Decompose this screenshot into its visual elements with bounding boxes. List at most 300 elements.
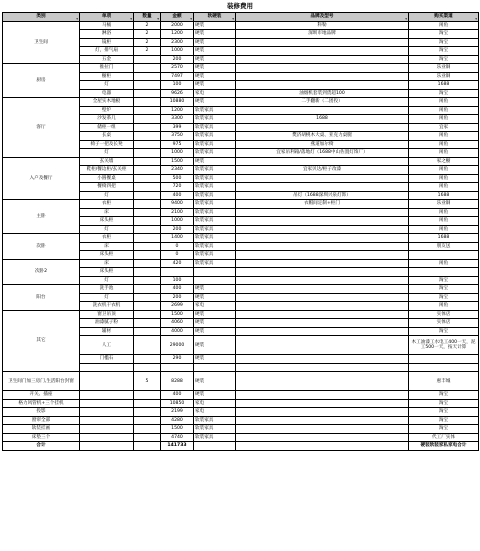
channel-cell[interactable]: 实体店 (409, 319, 479, 328)
quantity-cell[interactable]: 5 (134, 372, 161, 391)
item-cell[interactable]: 玄关墙 (80, 157, 134, 166)
amount-cell[interactable]: 1000 (161, 47, 194, 56)
item-cell[interactable]: 壁炉 (80, 106, 134, 115)
brand-cell[interactable] (236, 399, 409, 408)
quantity-cell[interactable] (134, 81, 161, 90)
type-cell[interactable]: 硬装 (194, 310, 236, 319)
category-cell[interactable]: 格力风管机+三个挂机 (3, 399, 80, 408)
item-cell[interactable]: 灯 (80, 149, 134, 158)
amount-cell[interactable]: 420 (161, 259, 194, 268)
item-cell[interactable]: 椅子一把及长凳 (80, 140, 134, 149)
amount-cell[interactable]: 4740 (161, 433, 194, 442)
type-cell[interactable]: 硬装 (194, 319, 236, 328)
channel-cell[interactable]: 淘宝 (409, 399, 479, 408)
item-cell[interactable]: 衣柜 (80, 234, 134, 243)
channel-cell[interactable] (409, 268, 479, 277)
type-cell[interactable]: 硬装 (194, 336, 236, 355)
brand-cell[interactable] (236, 319, 409, 328)
channel-cell[interactable]: 乐业铜 (409, 64, 479, 73)
type-cell[interactable]: 硬装 (194, 327, 236, 336)
quantity-cell[interactable]: 2 (134, 30, 161, 39)
brand-cell[interactable] (236, 106, 409, 115)
brand-cell[interactable] (236, 425, 409, 434)
quantity-cell[interactable] (134, 98, 161, 107)
amount-cell[interactable]: 3300 (161, 115, 194, 124)
item-cell[interactable]: 马桶 (80, 21, 134, 30)
brand-cell[interactable] (236, 242, 409, 251)
channel-cell[interactable]: 实体店 (409, 310, 479, 319)
quantity-cell[interactable] (134, 106, 161, 115)
category-cell[interactable]: 主卧 (3, 200, 80, 234)
quantity-cell[interactable] (134, 225, 161, 234)
channel-cell[interactable]: 淘宝 (409, 55, 479, 64)
type-cell[interactable]: 硬装 (194, 55, 236, 64)
channel-cell[interactable]: 硬装软装家私家电合计 (409, 442, 479, 451)
type-cell[interactable]: 硬装 (194, 64, 236, 73)
type-cell[interactable]: 软装家具 (194, 140, 236, 149)
brand-cell[interactable] (236, 302, 409, 311)
quantity-cell[interactable] (134, 293, 161, 302)
type-cell[interactable]: 软装家具 (194, 183, 236, 192)
amount-cell[interactable]: 4060 (161, 319, 194, 328)
category-cell[interactable]: 卫生间 (3, 21, 80, 64)
type-cell[interactable]: 软装家具 (194, 425, 236, 434)
item-cell[interactable]: 床 (80, 242, 134, 251)
channel-cell[interactable]: 淘宝 (409, 293, 479, 302)
brand-cell[interactable] (236, 217, 409, 226)
brand-cell[interactable] (236, 55, 409, 64)
item-cell[interactable]: 推拉门 (80, 64, 134, 73)
brand-cell[interactable] (236, 416, 409, 425)
item-cell[interactable]: 床头柜 (80, 217, 134, 226)
quantity-cell[interactable] (134, 132, 161, 141)
brand-cell[interactable] (236, 327, 409, 336)
quantity-cell[interactable] (134, 64, 161, 73)
item-cell[interactable] (80, 391, 134, 400)
dropdown-arrow-icon[interactable]: ▾ (475, 16, 477, 21)
quantity-cell[interactable] (134, 234, 161, 243)
header-quantity[interactable] (134, 13, 161, 22)
quantity-cell[interactable] (134, 140, 161, 149)
amount-cell[interactable]: 1500 (161, 425, 194, 434)
quantity-cell[interactable] (134, 89, 161, 98)
type-cell[interactable]: 家电 (194, 89, 236, 98)
brand-cell[interactable] (236, 408, 409, 417)
type-cell[interactable]: 软装家具 (194, 433, 236, 442)
quantity-cell[interactable] (134, 115, 161, 124)
amount-cell[interactable]: 975 (161, 140, 194, 149)
item-cell[interactable]: 床头柜 (80, 251, 134, 260)
channel-cell[interactable]: 淘宝 (409, 425, 479, 434)
item-cell[interactable]: 长桌 (80, 132, 134, 141)
item-cell[interactable]: 灯 (80, 81, 134, 90)
quantity-cell[interactable] (134, 217, 161, 226)
header-item[interactable] (80, 13, 134, 22)
channel-cell[interactable]: 淘宝 (409, 47, 479, 56)
brand-cell[interactable] (236, 363, 409, 372)
type-cell[interactable]: 软装家具 (194, 208, 236, 217)
item-cell[interactable]: 床 (80, 259, 134, 268)
brand-cell[interactable] (236, 285, 409, 294)
channel-cell[interactable]: 淘宝 (409, 327, 479, 336)
brand-cell[interactable] (236, 123, 409, 132)
brand-cell[interactable]: 燕道加尔椅 (236, 140, 409, 149)
item-cell[interactable]: 储柜一组 (80, 123, 134, 132)
brand-cell[interactable]: 二手翻新（二团投） (236, 98, 409, 107)
category-cell[interactable]: 入户及餐厅 (3, 157, 80, 200)
brand-cell[interactable] (236, 251, 409, 260)
item-cell[interactable] (80, 408, 134, 417)
amount-cell[interactable]: 200 (161, 293, 194, 302)
channel-cell[interactable]: 淘宝 (409, 30, 479, 39)
channel-cell[interactable]: 闲鱼 (409, 174, 479, 183)
type-cell[interactable]: 软装家具 (194, 149, 236, 158)
brand-cell[interactable] (236, 64, 409, 73)
type-cell[interactable]: 硬装 (194, 47, 236, 56)
item-cell[interactable]: 床头柜 (80, 268, 134, 277)
channel-cell[interactable] (409, 363, 479, 372)
type-cell[interactable]: 硬装 (194, 293, 236, 302)
item-cell[interactable]: 床 (80, 208, 134, 217)
amount-cell[interactable]: 2699 (161, 302, 194, 311)
amount-cell[interactable]: 290 (161, 355, 194, 364)
brand-cell[interactable]: 油烟机套装到货超100 (236, 89, 409, 98)
amount-cell[interactable]: 1000 (161, 217, 194, 226)
quantity-cell[interactable] (134, 55, 161, 64)
dropdown-arrow-icon[interactable]: ▾ (405, 16, 407, 21)
brand-cell[interactable] (236, 183, 409, 192)
item-cell[interactable]: 鞋柜/餐边柜/玄关柜 (80, 166, 134, 175)
amount-cell[interactable]: 2199 (161, 408, 194, 417)
type-cell[interactable]: 软装家具 (194, 132, 236, 141)
item-cell[interactable]: 辅材 (80, 327, 134, 336)
amount-cell[interactable]: 500 (161, 174, 194, 183)
dropdown-arrow-icon[interactable]: ▾ (157, 16, 159, 21)
quantity-cell[interactable] (134, 174, 161, 183)
category-cell[interactable]: 窗帘全部 (3, 416, 80, 425)
item-cell[interactable]: 五金 (80, 55, 134, 64)
amount-cell[interactable]: 2570 (161, 64, 194, 73)
quantity-cell[interactable] (134, 425, 161, 434)
amount-cell[interactable]: 1200 (161, 30, 194, 39)
type-cell[interactable]: 软装家具 (194, 259, 236, 268)
type-cell[interactable]: 软装家具 (194, 166, 236, 175)
type-cell[interactable]: 家电 (194, 302, 236, 311)
amount-cell[interactable]: 9626 (161, 89, 194, 98)
dropdown-arrow-icon[interactable]: ▾ (130, 16, 132, 21)
item-cell[interactable]: 窗卫吊顶 (80, 310, 134, 319)
category-cell[interactable]: 其它 (3, 310, 80, 372)
channel-cell[interactable]: 闲鱼 (409, 132, 479, 141)
channel-cell[interactable]: 闲鱼 (409, 149, 479, 158)
amount-cell[interactable]: 29000 (161, 336, 194, 355)
item-cell[interactable]: 洗手池 (80, 285, 134, 294)
quantity-cell[interactable] (134, 442, 161, 451)
brand-cell[interactable]: 宜家贝达/柜子改漆 (236, 166, 409, 175)
quantity-cell[interactable] (134, 355, 161, 364)
channel-cell[interactable]: 朋友送 (409, 242, 479, 251)
channel-cell[interactable]: 淘宝 (409, 276, 479, 285)
amount-cell[interactable]: 3750 (161, 132, 194, 141)
item-cell[interactable] (80, 425, 134, 434)
category-cell[interactable]: 卫生间门加三房门,生活阳台封窗 (3, 372, 80, 391)
amount-cell[interactable] (161, 268, 194, 277)
channel-cell[interactable]: 闲鱼 (409, 208, 479, 217)
item-cell[interactable] (80, 433, 134, 442)
channel-cell[interactable]: 闲鱼 (409, 140, 479, 149)
brand-cell[interactable] (236, 336, 409, 355)
channel-cell[interactable]: 木工油漆工水电工400一天，泥工500一天，按天计算 (409, 336, 479, 355)
dropdown-arrow-icon[interactable]: ▾ (190, 16, 192, 21)
header-category[interactable] (3, 13, 80, 22)
amount-cell[interactable]: 4280 (161, 416, 194, 425)
type-cell[interactable]: 软装家具 (194, 251, 236, 260)
quantity-cell[interactable] (134, 268, 161, 277)
channel-cell[interactable]: 闲鱼 (409, 166, 479, 175)
item-cell[interactable]: 镜柜 (80, 38, 134, 47)
category-cell[interactable]: 次卧2 (3, 259, 80, 285)
channel-cell[interactable]: 闲鱼 (409, 225, 479, 234)
quantity-cell[interactable] (134, 72, 161, 81)
channel-cell[interactable]: 闲鱼 (409, 217, 479, 226)
quantity-cell[interactable] (134, 149, 161, 158)
item-cell[interactable]: 小圆餐桌 (80, 174, 134, 183)
type-cell[interactable]: 软装家具 (194, 174, 236, 183)
channel-cell[interactable]: 家之橱 (409, 157, 479, 166)
brand-cell[interactable]: 科勒 (236, 21, 409, 30)
brand-cell[interactable] (236, 157, 409, 166)
quantity-cell[interactable] (134, 319, 161, 328)
quantity-cell[interactable] (134, 166, 161, 175)
brand-cell[interactable] (236, 372, 409, 391)
type-cell[interactable]: 软装家具 (194, 106, 236, 115)
item-cell[interactable]: 电器 (80, 89, 134, 98)
brand-cell[interactable] (236, 276, 409, 285)
brand-cell[interactable] (236, 225, 409, 234)
item-cell[interactable] (80, 442, 134, 451)
brand-cell[interactable] (236, 81, 409, 90)
type-cell[interactable]: 硬装 (194, 81, 236, 90)
type-cell[interactable]: 硬装 (194, 30, 236, 39)
amount-cell[interactable]: 1500 (161, 157, 194, 166)
dropdown-arrow-icon[interactable]: ▾ (76, 16, 78, 21)
quantity-cell[interactable] (134, 327, 161, 336)
amount-cell[interactable]: 1200 (161, 106, 194, 115)
item-cell[interactable] (80, 363, 134, 372)
amount-cell[interactable]: 1500 (161, 310, 194, 319)
amount-cell[interactable]: 4000 (161, 327, 194, 336)
header-brand[interactable] (236, 13, 409, 22)
brand-cell[interactable] (236, 391, 409, 400)
brand-cell[interactable] (236, 47, 409, 56)
type-cell[interactable]: 软装家具 (194, 123, 236, 132)
amount-cell[interactable]: 1000 (161, 149, 194, 158)
channel-cell[interactable]: 闲鱼 (409, 106, 479, 115)
brand-cell[interactable] (236, 208, 409, 217)
channel-cell[interactable]: 闲鱼 (409, 98, 479, 107)
category-cell[interactable]: 开关、插座 (3, 391, 80, 400)
brand-cell[interactable] (236, 293, 409, 302)
type-cell[interactable] (194, 268, 236, 277)
type-cell[interactable]: 软装家具 (194, 234, 236, 243)
channel-cell[interactable] (409, 251, 479, 260)
brand-cell[interactable] (236, 234, 409, 243)
amount-cell[interactable]: 100 (161, 276, 194, 285)
channel-cell[interactable]: 淘宝 (409, 285, 479, 294)
amount-cell[interactable]: 0 (161, 242, 194, 251)
brand-cell[interactable] (236, 268, 409, 277)
type-cell[interactable]: 硬装 (194, 391, 236, 400)
type-cell[interactable]: 硬装 (194, 285, 236, 294)
quantity-cell[interactable]: 2 (134, 21, 161, 30)
channel-cell[interactable]: 1688 (409, 234, 479, 243)
item-cell[interactable]: 衣柜 (80, 200, 134, 209)
type-cell[interactable]: 软装家具 (194, 416, 236, 425)
item-cell[interactable]: 油漆腻子粉 (80, 319, 134, 328)
quantity-cell[interactable] (134, 363, 161, 372)
type-cell[interactable]: 硬装 (194, 98, 236, 107)
item-cell[interactable]: 淋浴 (80, 30, 134, 39)
item-cell[interactable]: 灯，排气扇 (80, 47, 134, 56)
quantity-cell[interactable] (134, 251, 161, 260)
quantity-cell[interactable]: 2 (134, 38, 161, 47)
quantity-cell[interactable] (134, 399, 161, 408)
category-cell[interactable]: 客厅 (3, 98, 80, 158)
brand-cell[interactable] (236, 259, 409, 268)
type-cell[interactable]: 家电 (194, 399, 236, 408)
type-cell[interactable] (194, 276, 236, 285)
amount-cell[interactable]: 8288 (161, 372, 194, 391)
header-channel[interactable] (409, 13, 479, 22)
item-cell[interactable] (80, 416, 134, 425)
channel-cell[interactable]: 代工厂实体 (409, 433, 479, 442)
brand-cell[interactable] (236, 38, 409, 47)
channel-cell[interactable]: 1688 (409, 191, 479, 200)
amount-cell[interactable]: 10850 (161, 399, 194, 408)
quantity-cell[interactable] (134, 336, 161, 355)
quantity-cell[interactable] (134, 391, 161, 400)
amount-cell[interactable]: 400 (161, 391, 194, 400)
amount-cell[interactable]: 2100 (161, 208, 194, 217)
quantity-cell[interactable] (134, 200, 161, 209)
item-cell[interactable]: 橱柜 (80, 72, 134, 81)
quantity-cell[interactable] (134, 191, 161, 200)
item-cell[interactable]: 门槛石 (80, 355, 134, 364)
amount-cell[interactable]: 10880 (161, 98, 194, 107)
brand-cell[interactable]: 樊济胡桃木大桌、亚克力桌腿 (236, 132, 409, 141)
item-cell[interactable]: 人工 (80, 336, 134, 355)
category-cell[interactable]: 软装挂画 (3, 425, 80, 434)
quantity-cell[interactable] (134, 242, 161, 251)
amount-cell[interactable]: 2000 (161, 21, 194, 30)
brand-cell[interactable] (236, 174, 409, 183)
category-cell[interactable]: 厨房 (3, 64, 80, 98)
item-cell[interactable]: 灯 (80, 225, 134, 234)
quantity-cell[interactable]: 2 (134, 47, 161, 56)
amount-cell[interactable]: 1400 (161, 234, 194, 243)
amount-cell[interactable]: 400 (161, 285, 194, 294)
item-cell[interactable] (80, 372, 134, 391)
amount-cell[interactable]: 100 (161, 81, 194, 90)
channel-cell[interactable]: 宜家 (409, 123, 479, 132)
quantity-cell[interactable] (134, 123, 161, 132)
category-cell[interactable]: 合计 (3, 442, 80, 451)
brand-cell[interactable] (236, 310, 409, 319)
item-cell[interactable]: 全屋实木地板 (80, 98, 134, 107)
category-cell[interactable]: 阳台 (3, 285, 80, 311)
channel-cell[interactable]: 闲鱼 (409, 183, 479, 192)
amount-cell[interactable]: 400 (161, 191, 194, 200)
channel-cell[interactable]: 淘宝 (409, 89, 479, 98)
header-amount[interactable] (161, 13, 194, 22)
item-cell[interactable]: 灯 (80, 276, 134, 285)
channel-cell[interactable]: 1688 (409, 81, 479, 90)
channel-cell[interactable]: 闲鱼 (409, 115, 479, 124)
channel-cell[interactable]: 惠丰城 (409, 372, 479, 391)
type-cell[interactable]: 软装家具 (194, 191, 236, 200)
quantity-cell[interactable] (134, 302, 161, 311)
brand-cell[interactable]: 深圳市地品牌 (236, 30, 409, 39)
type-cell[interactable]: 家电 (194, 408, 236, 417)
amount-cell[interactable]: 200 (161, 55, 194, 64)
quantity-cell[interactable] (134, 416, 161, 425)
type-cell[interactable]: 硬装 (194, 72, 236, 81)
type-cell[interactable]: 软装家具 (194, 115, 236, 124)
type-cell[interactable]: 硬装 (194, 21, 236, 30)
type-cell[interactable]: 硬装 (194, 157, 236, 166)
channel-cell[interactable]: 淘宝 (409, 416, 479, 425)
channel-cell[interactable]: 闲鱼 (409, 21, 479, 30)
item-cell[interactable]: 餐椅四把 (80, 183, 134, 192)
channel-cell[interactable]: 闲鱼 (409, 259, 479, 268)
channel-cell[interactable]: 淘宝 (409, 391, 479, 400)
item-cell[interactable]: 灯 (80, 293, 134, 302)
brand-cell[interactable]: 吊灯（1688深圳兴泉灯饰） (236, 191, 409, 200)
amount-cell[interactable]: 7497 (161, 72, 194, 81)
type-cell[interactable] (194, 363, 236, 372)
channel-cell[interactable] (409, 355, 479, 364)
type-cell[interactable]: 软装家具 (194, 225, 236, 234)
brand-cell[interactable] (236, 355, 409, 364)
amount-cell[interactable]: 0 (161, 251, 194, 260)
channel-cell[interactable]: 淘宝 (409, 38, 479, 47)
channel-cell[interactable]: 乐业铜 (409, 72, 479, 81)
type-cell[interactable]: 硬装 (194, 355, 236, 364)
brand-cell[interactable] (236, 442, 409, 451)
item-cell[interactable]: 灯 (80, 191, 134, 200)
quantity-cell[interactable] (134, 408, 161, 417)
brand-cell[interactable]: 衣帽间定制+柜门 (236, 200, 409, 209)
brand-cell[interactable]: 宜家吊利箱/落地灯（1688中山佐置灯饰厂） (236, 149, 409, 158)
type-cell[interactable]: 硬装 (194, 38, 236, 47)
quantity-cell[interactable] (134, 259, 161, 268)
channel-cell[interactable]: 闲鱼 (409, 302, 479, 311)
type-cell[interactable]: 软装家具 (194, 242, 236, 251)
quantity-cell[interactable] (134, 310, 161, 319)
category-cell[interactable]: 床垫三个 (3, 433, 80, 442)
amount-cell[interactable] (161, 363, 194, 372)
amount-cell[interactable]: 9400 (161, 200, 194, 209)
header-type[interactable] (194, 13, 236, 22)
item-cell[interactable] (80, 399, 134, 408)
amount-cell[interactable]: 720 (161, 183, 194, 192)
amount-cell[interactable]: 399 (161, 123, 194, 132)
type-cell[interactable] (194, 442, 236, 451)
dropdown-arrow-icon[interactable]: ▾ (232, 16, 234, 21)
brand-cell[interactable] (236, 72, 409, 81)
quantity-cell[interactable] (134, 208, 161, 217)
quantity-cell[interactable] (134, 433, 161, 442)
